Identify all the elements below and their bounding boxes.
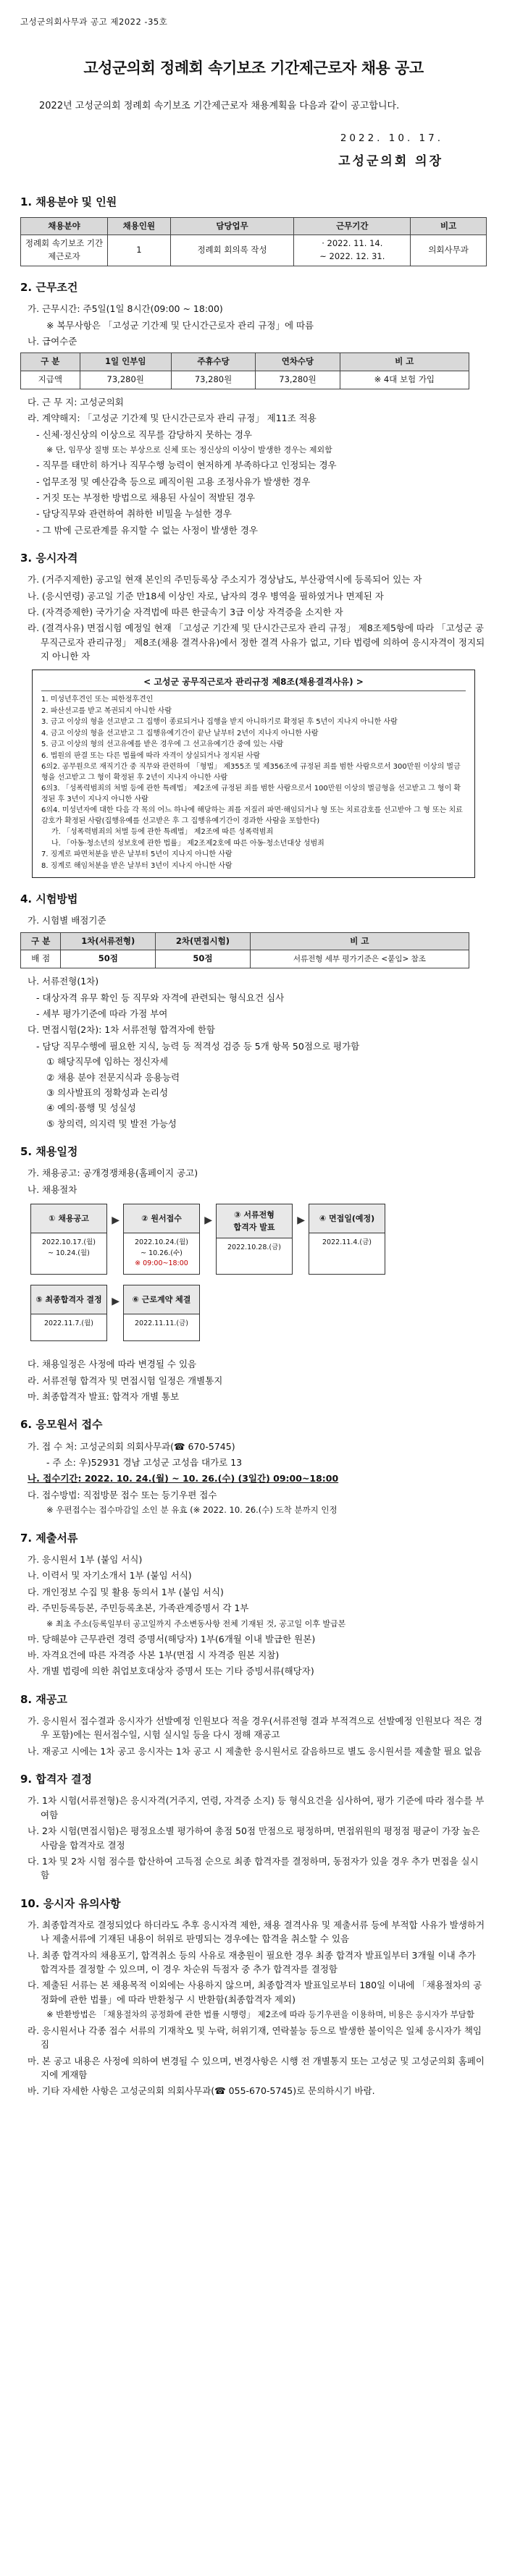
list-item: 다. 개인정보 수집 및 활용 동의서 1부 (붙임 서식)	[28, 1586, 224, 1597]
pay-level-heading: 나. 급여수준	[28, 336, 77, 347]
procedure-flow	[30, 1204, 494, 1351]
list-item: ③ 의사발표의 정확성과 논리성	[46, 1086, 169, 1098]
score-table: 구 분 1차(서류전형) 2차(면접시험) 비 고 배 점 50점 50점 서류전형 세부 평가기준은 <붙임> 참조	[20, 932, 469, 969]
section-exam-method: 4. 시험방법	[20, 892, 78, 905]
disqualification-box	[32, 670, 475, 878]
receipt-period: 나. 접수기간: 2022. 10. 24.(월) ~ 10. 26.(수) (3일간) 09:00~18:00	[28, 1473, 339, 1485]
list-item: - 그 밖에 근로관계를 유지할 수 없는 사정이 발생한 경우	[36, 524, 258, 536]
list-item: 라. (결격사유) 면접시험 예정일 현재 「고성군 기간제 및 단시간근로자 관리 규정」 제8조제5항에 따라 「고성군 공무직근로자 관리규정」 제8조(채용 결격사유)에서 정한 결격 사유가 없고, 기타 법령에 의하여 응시자격이 정지되지 아니한 자	[28, 622, 485, 662]
receipt-method: 다. 접수방법: 직접방문 접수 또는 등기우편 접수	[28, 1489, 217, 1500]
col-duty: 담당업무	[170, 217, 294, 235]
section-qualifications: 3. 응시자격	[20, 552, 78, 565]
list-item: ② 채용 분야 전문지식과 응용능력	[46, 1071, 180, 1083]
section-recruitment-field: 1. 채용분야 및 인원	[20, 195, 117, 209]
schedule-note: 라. 서류전형 합격자 및 면접시험 일정은 개별통지	[28, 1374, 223, 1386]
list-item: 마. 본 공고 내용은 사정에 의하여 변경될 수 있으며, 변경사항은 시행 전 개별통지 또는 고성군 및 고성군의회 홈페이지에 게재함	[28, 2055, 485, 2081]
list-item: 다. (자격증제한) 국가기술 자격법에 따른 한글속기 3급 이상 자격증을 소지한 자	[28, 607, 343, 618]
document-reference: 고성군의회사무과 공고 제2022 -35호	[20, 17, 168, 27]
list-item: - 직무를 태만히 하거나 직무수행 능력이 현저하게 부족하다고 인정되는 경우	[36, 460, 337, 471]
col-count: 채용인원	[108, 217, 171, 235]
list-item: 8. 징계로 해임처분을 받은 날부터 3년이 지나지 아니한 사람	[41, 861, 232, 870]
section-re-announcement: 8. 재공고	[20, 1692, 67, 1706]
list-item: 사. 개별 법령에 의한 취업보호대상자 증명서 또는 기타 증빙서류(해당자)	[28, 1665, 314, 1677]
issuer-name: 고성군의회 의장	[338, 154, 443, 169]
score-criteria-heading: 가. 시험별 배점기준	[28, 915, 106, 926]
list-item: - 담당직무와 관련하여 취하한 비밀을 누설한 경우	[36, 508, 232, 520]
document-title: 고성군의회 정례회 속기보조 기간제근로자 채용 공고	[83, 59, 424, 77]
step-final-decision: ⑤ 최종합격자 결정 2022.11.7.(월) ▶	[30, 1285, 107, 1341]
interview-heading: 다. 면접시험(2차): 1차 서류전형 합격자에 한함	[28, 1024, 215, 1036]
contract-termination: 라. 계약해지: 「고성군 기간제 및 단시간근로자 관리 규정」 제11조 적용	[28, 413, 317, 424]
list-item: ※ 단, 임무상 질병 또는 부상으로 신체 또는 정신상의 이상이 발생한 경우는 제외함	[46, 445, 332, 455]
list-item: 나. 최종 합격자의 채용포기, 합격취소 등의 사유로 재충원이 필요한 경우 최종 합격자 발표일부터 3개월 이내 추가 합격자를 결정할 수 있으며, 이 경우 차순위 득점자 중 추가 합격자를 결정함	[28, 1949, 476, 1975]
section-applicant-notes: 10. 응시자 유의사항	[20, 1896, 121, 1910]
disqualification-box-title: < 고성군 공무직근로자 관리규정 제8조(채용결격사유) >	[41, 676, 466, 691]
list-item: 4. 금고 이상의 형을 선고받고 그 집행유예기간이 끝난 날부터 2년이 지나지 아니한 사람	[41, 729, 319, 738]
list-item: 다. 제출된 서류는 본 채용목적 이외에는 사용하지 않으며, 최종합격자 발표일로부터 180일 이내에 「채용절차의 공정화에 관한 법률」에 따라 반환청구 시 반환함(최종합격자 제외)	[28, 1980, 482, 2005]
step-application: ② 원서접수 2022.10.24.(월) ~ 10.26.(수) ※ 09:00~18:00 ▶	[123, 1204, 200, 1275]
list-item: 나. 재공고 시에는 1차 공고 응시자는 1차 공고 시 제출한 응시원서로 갈음하므로 별도 응시원서를 제출할 필요 없음	[28, 1745, 482, 1757]
list-item: 나. 2차 시험(면접시험)은 평정요소별 평가하여 총점 50점 만점으로 평정하며, 면접위원의 평정점 평균이 가장 높은 사람을 합격자로 결정	[28, 1825, 480, 1851]
section-application-receipt: 6. 응모원서 접수	[20, 1418, 103, 1432]
list-item: - 업무조정 및 예산감축 등으로 폐직이원 고용 조정사유가 발생한 경우	[36, 476, 311, 487]
list-item: 가. 응시원서 접수결과 응시자가 선발예정 인원보다 적을 경우(서류전형 결과 부적격으로 선발예정 인원보다 적은 경우 포함)에는 원서접수일, 시험 실시일 등을 다시 정해 재공고	[28, 1715, 483, 1741]
list-item: 나. 이력서 및 자기소개서 1부 (붙임 서식)	[28, 1570, 192, 1582]
recruitment-table	[20, 217, 487, 266]
pay-table: 구 분 1일 인부임 주휴수당 연차수당 비 고 지급액 73,280원 73,280원 73,280원 ※ 4대 보험 가입	[20, 352, 469, 389]
list-item: ※ 반환방법은 「채용절차의 공정화에 관한 법률 시행령」 제2조에 따라 등기우편을 이용하며, 비용은 응시자가 부담함	[46, 2009, 475, 2020]
arrow-right-icon: ▶	[204, 1215, 212, 1226]
list-item: 가. (거주지제한) 공고일 현재 본인의 주민등록상 주소지가 경상남도, 부산광역시에 등록되어 있는 자	[28, 574, 422, 586]
document-screening-heading: 나. 서류전형(1차)	[28, 976, 99, 987]
table-row: 지급액 73,280원 73,280원 73,280원 ※ 4대 보험 가입	[21, 371, 469, 389]
table-row: 배 점 50점 50점 서류전형 세부 평가기준은 <붙임> 참조	[21, 950, 469, 968]
section-schedule: 5. 채용일정	[20, 1145, 78, 1158]
list-item: 바. 자격요건에 따른 자격증 사본 1부(면접 시 자격증 원본 지참)	[28, 1650, 280, 1661]
announcement-date: 2022. 10. 17.	[340, 132, 443, 145]
list-item: - 세부 평가기준에 따라 가점 부여	[36, 1008, 168, 1019]
list-item: ④ 예의·품행 및 성실성	[46, 1102, 136, 1114]
procedure-heading: 나. 채용절차	[28, 1183, 77, 1195]
list-item: 나. (응시연령) 공고일 기준 만18세 이상인 자로, 남자의 경우 병역을 필하였거나 면제된 자	[28, 590, 384, 601]
col-field: 채용분야	[21, 217, 108, 235]
table-row: 정례회 속기보조 기간제근로자 1 정례회 회의록 작성 · 2022. 11. 14. ~ 2022. 12. 31. 의회사무과	[21, 235, 487, 266]
list-item: 1. 미성년후견인 또는 피한정후견인	[41, 696, 154, 704]
list-item: 가. 「성폭력범죄의 처벌 등에 관한 특례법」 제2조에 따른 성폭력범죄	[51, 828, 274, 836]
list-item: 6의3. 「성폭력범죄의 처벌 등에 관한 특례법」 제2조에 규정된 죄를 범한 사람으로서 100만원 이상의 벌금형을 선고받고 그 형이 확정된 후 3년이 지나지 아니한 사람	[41, 785, 461, 803]
work-hours: 가. 근무시간: 주5일(1일 8시간(09:00 ~ 18:00)	[28, 303, 223, 315]
list-item: ※ 최초 주소(등록일부터 공고일까지 주소변동사항 전체 기재된 것, 공고일 이후 발급본	[46, 1618, 346, 1629]
list-item: - 신체·정신상의 이상으로 직무를 감당하지 못하는 경우	[36, 428, 252, 440]
list-item: 6. 법원의 판결 또는 다른 법률에 따라 자격이 상실되거나 정지된 사람	[41, 751, 261, 760]
interview-criteria-list	[46, 1055, 487, 1131]
arrow-right-icon: ▶	[297, 1215, 305, 1226]
intro-text: 2022년 고성군의회 정례회 속기보조 기간제근로자 채용계획을 다음과 같이 공고합니다.	[39, 101, 400, 112]
arrow-right-icon: ▶	[112, 1296, 120, 1308]
list-item: 가. 최종합격자로 결정되었다 하더라도 추후 응시자격 제한, 채용 결격사유 및 제출서류 등에 부적합 사유가 발생하거나 제출서류에 기재된 내용이 허위로 판명되는 경우에는 합격을 취소할 수 있음	[28, 1919, 485, 1945]
list-item: 다. 1차 및 2차 시험 점수를 합산하여 고득점 순으로 최종 합격자를 결정하며, 동점자가 있을 경우 추가 면접을 실시함	[28, 1855, 479, 1881]
arrow-right-icon: ▶	[112, 1215, 120, 1226]
receipt-note: ※ 우편접수는 접수마감일 소인 분 유효 (※ 2022. 10. 26.(수) 도착 분까지 인정	[46, 1505, 338, 1516]
list-item: 5. 금고 이상의 형의 선고유예를 받은 경우에 그 선고유예기간 중에 있는 사람	[41, 740, 284, 748]
work-location: 다. 근 무 지: 고성군의회	[28, 397, 124, 408]
list-item: 라. 주민등록등본, 주민등록초본, 가족관계증명서 각 1부	[28, 1602, 249, 1614]
list-item: ⑤ 창의력, 의지력 및 발전 가능성	[46, 1118, 177, 1129]
list-item: 가. 1차 시험(서류전형)은 응시자격(거주지, 연령, 자격증 소지) 등 형식요건을 심사하여, 평가 기준에 따라 점수를 부여함	[28, 1795, 485, 1820]
list-item: 7. 징계로 파면처분을 받은 날부터 5년이 지나지 아니한 사람	[41, 850, 232, 858]
work-hours-note: ※ 복무사항은 「고성군 기간제 및 단시간근로자 관리 규정」에 따름	[46, 319, 314, 331]
list-item: ① 해당직무에 임하는 정신자세	[46, 1056, 169, 1068]
section-pass-decision: 9. 합격자 결정	[20, 1773, 93, 1786]
section-work-conditions: 2. 근무조건	[20, 281, 78, 295]
list-item: - 담당 직무수행에 필요한 지식, 능력 등 적격성 검증 등 5개 항목 50점으로 평가함	[36, 1040, 360, 1052]
receipt-office: 가. 접 수 처: 고성군의회 의회사무과(☎ 670-5745)	[28, 1440, 235, 1452]
section-documents: 7. 제출서류	[20, 1531, 78, 1545]
list-item: 나. 「아동·청소년의 성보호에 관한 법률」 제2조제2호에 따른 아동·청소년대상 성범죄	[51, 839, 324, 848]
receipt-address: - 주 소: 우)52931 경남 고성군 고성읍 대가로 13	[46, 1456, 243, 1468]
list-item: 6의2. 공무원으로 재직기간 중 직무와 관련하여 「형법」 제355조 및 제356조에 규정된 죄를 범한 사람으로서 300만원 이상의 벌금형을 선고받고 그 형이 확정된 후 2년이 지나지 아니한 사람	[41, 763, 461, 782]
list-item: - 거짓 또는 부정한 방법으로 채용된 사실이 적발된 경우	[36, 491, 255, 503]
recruitment-notice: 가. 채용공고: 공개경쟁채용(홈페이지 공고)	[28, 1167, 198, 1179]
list-item: 라. 응시원서나 각종 접수 서류의 기재착오 및 누락, 허위기재, 연락불능 등으로 발생한 불이익은 일체 응시자가 책임짐	[28, 2024, 482, 2051]
step-interview: ④ 면접일(예정) 2022.11.4.(금)	[309, 1204, 385, 1275]
step-contract: ⑥ 근로계약 체결 2022.11.11.(금)	[123, 1285, 200, 1341]
list-item: 바. 기타 자세한 사항은 고성군의회 의회사무과(☎ 055-670-5745)로 문의하시기 바람.	[28, 2085, 375, 2097]
list-item: 2. 파산선고를 받고 복권되지 아니한 사람	[41, 706, 172, 715]
col-note: 비고	[411, 217, 487, 235]
list-item: 마. 당해분야 근무관련 경력 증명서(해당자) 1부(6개월 이내 발급한 원본)	[28, 1633, 316, 1644]
list-item: 6의4. 미성년자에 대한 다음 각 목의 어느 하나에 해당하는 죄를 저질러 파면·해임되거나 형 또는 치료감호를 선고받아 그 형 또는 치료감호가 확정된 사람(집행유예를 선고받은 후 그 집행유예기간이 경과한 사람을 포함한다)	[41, 806, 463, 825]
step-notice: ① 채용공고 2022.10.17.(월) ~ 10.24.(월) ▶	[30, 1204, 107, 1275]
schedule-note: 마. 최종합격자 발표: 합격자 개별 통보	[28, 1390, 180, 1402]
list-item: 3. 금고 이상의 형을 선고받고 그 집행이 종료되거나 집행을 받지 아니하기로 확정된 후 5년이 지나지 아니한 사람	[41, 718, 398, 726]
schedule-note: 다. 채용일정은 사정에 따라 변경될 수 있음	[28, 1359, 197, 1370]
col-period: 근무기간	[294, 217, 411, 235]
step-document-result: ③ 서류전형 합격자 발표 2022.10.28.(금) ▶	[216, 1204, 293, 1275]
list-item: - 대상자격 유무 확인 등 직무와 자격에 관련되는 형식요건 심사	[36, 992, 285, 1003]
list-item: 가. 응시원서 1부 (붙임 서식)	[28, 1554, 143, 1566]
